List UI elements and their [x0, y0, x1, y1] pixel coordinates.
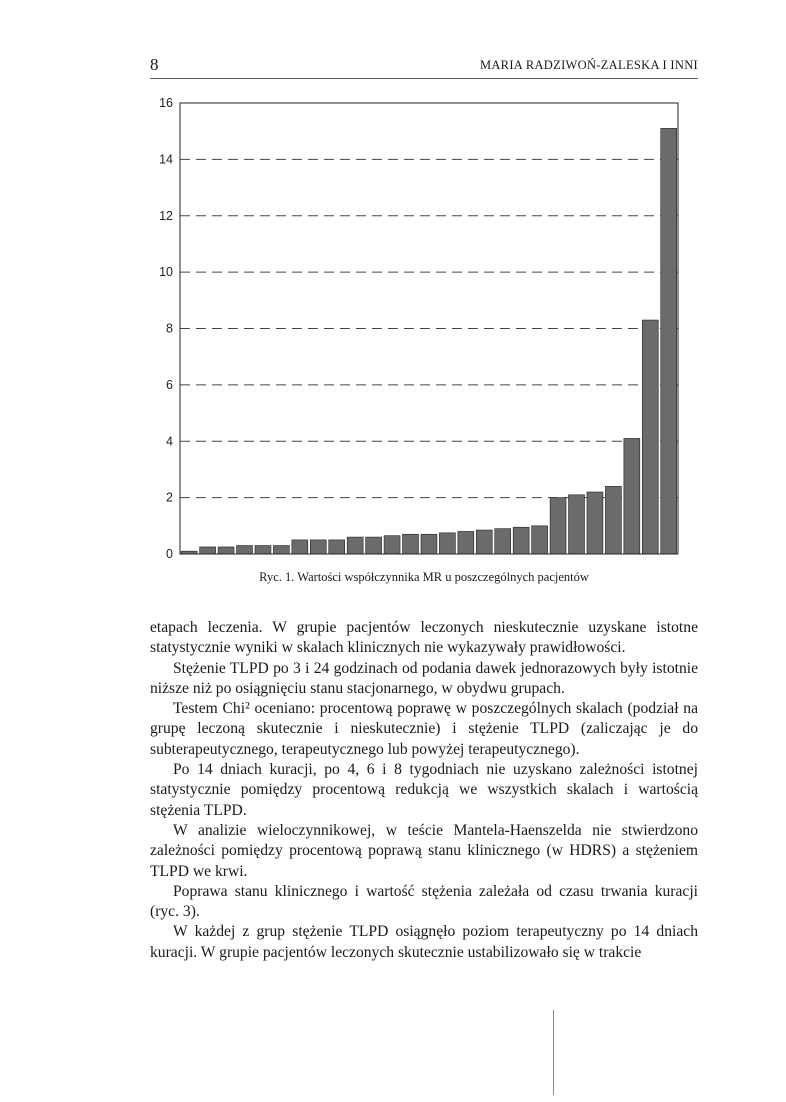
figure-caption: Ryc. 1. Wartości współczynnika MR u poszczególnych pacjentów: [259, 570, 589, 584]
page-header: [150, 55, 698, 77]
bar-6: [273, 546, 289, 554]
bar-9: [329, 540, 345, 554]
y-tick-label-12: 12: [159, 208, 173, 223]
y-tick-label-10: 10: [159, 265, 173, 280]
bar-15: [439, 533, 455, 554]
bar-13: [403, 534, 419, 554]
bar-7: [292, 540, 308, 554]
bar-8: [310, 540, 326, 554]
bar-18: [495, 529, 511, 554]
bar-20: [532, 526, 548, 554]
bar-5: [255, 546, 271, 554]
bar-12: [384, 536, 400, 554]
bar-22: [569, 495, 585, 554]
header-rule: [150, 78, 698, 79]
bar-11: [366, 537, 382, 554]
paragraph-1: etapach leczenia. W grupie pacjentów leczonych nieskutecznie uzyskane istotne statystycznie wyniki w skalach klinicznych nie wykazywały prawidłowości.: [150, 619, 698, 657]
paragraph-2: Stężenie TLPD po 3 i 24 godzinach od podania dawek jednorazowych były istotnie niższe niż po osiągnięciu stanu stacjonarnego, w obydwu grupach.: [150, 659, 698, 697]
bar-19: [513, 527, 529, 554]
paragraph-4: Po 14 dniach kuracji, po 4, 6 i 8 tygodniach nie uzyskano zależności istotnej statystycznie pomiędzy procentową redukcją we wszystkich skalach i wartością stężenia TLPD.: [150, 761, 698, 819]
running-title: MARIA RADZIWOŃ-ZALESKA I INNI: [479, 58, 698, 72]
bar-14: [421, 534, 437, 554]
body-text: [150, 618, 698, 963]
bar-16: [458, 531, 474, 554]
y-tick-label-8: 8: [166, 321, 173, 336]
bar-2: [200, 547, 216, 554]
bar-26: [642, 320, 658, 554]
page-number: 8: [150, 55, 159, 74]
y-tick-label-0: 0: [166, 547, 173, 561]
bar-3: [218, 547, 234, 554]
y-tick-label-14: 14: [159, 152, 173, 167]
bar-25: [624, 438, 640, 554]
margin-line: [553, 1010, 554, 1095]
bar-17: [476, 530, 492, 554]
bar-23: [587, 492, 603, 554]
paragraph-6: Poprawa stanu klinicznego i wartość stężenia zależała od czasu trwania kuracji (ryc. 3).: [150, 882, 698, 921]
bar-27: [661, 128, 677, 554]
paragraph-7: W każdej z grup stężenie TLPD osiągnęło poziom terapeutyczny po 14 dniach kuracji. W grupie pacjentów leczonych skutecznie ustabilizowało się w trakcie: [150, 923, 698, 961]
y-tick-label-6: 6: [166, 377, 173, 392]
bar-24: [605, 486, 621, 554]
bar-21: [550, 498, 566, 554]
paragraph-3: Testem Chi² oceniano: procentową poprawę w poszczególnych skalach (podział na grupę leczoną skutecznie i nieskutecznie) i stężenie TLPD (zaliczając je do subterapeutycznego, terapeutycznego lub powyżej terapeutycznego).: [150, 700, 698, 758]
mr-coefficient-bar-chart: [140, 92, 685, 564]
y-tick-label-4: 4: [166, 434, 173, 449]
y-tick-label-16: 16: [159, 96, 173, 110]
bar-10: [347, 537, 363, 554]
paragraph-5: W analizie wieloczynnikowej, w teście Mantela-Haenszelda nie stwierdzono zależności pomiędzy procentową poprawą stanu klinicznego (w HDRS) a stężeniem TLPD we krwi.: [150, 821, 698, 880]
bar-4: [237, 546, 253, 554]
y-tick-label-2: 2: [166, 490, 173, 505]
